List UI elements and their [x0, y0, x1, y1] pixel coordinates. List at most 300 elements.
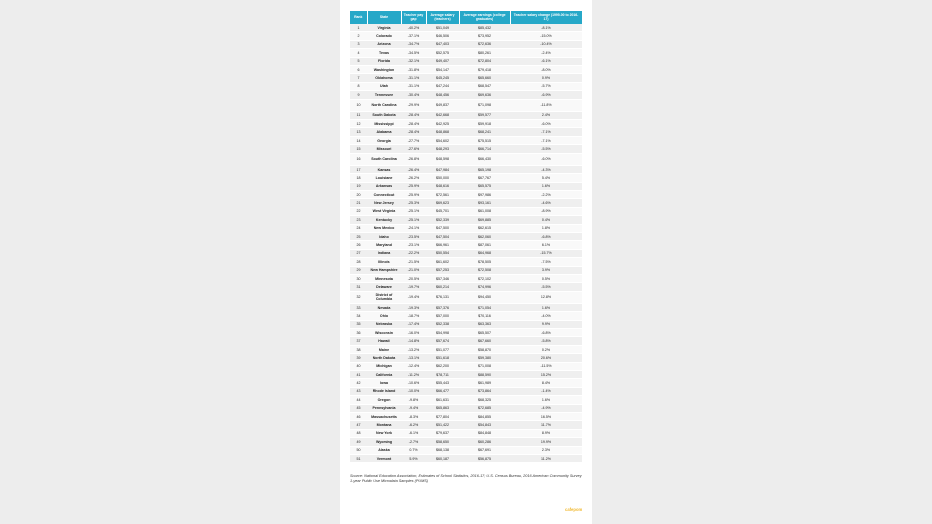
cell-state: South Carolina [367, 153, 401, 165]
cell-salary-change: -6.1% [510, 57, 582, 65]
cell-avg-earnings: $85,432 [459, 24, 510, 32]
cell-avg-salary: $51,422 [426, 421, 459, 429]
table-row [350, 224, 582, 232]
cell-pay-gap: -26.8% [401, 153, 426, 165]
cell-rank: 34 [350, 312, 367, 320]
cell-state: Nevada [367, 303, 401, 311]
cell-salary-change: -6.9% [510, 91, 582, 99]
cell-avg-salary: $65,863 [426, 404, 459, 412]
table-row [350, 74, 582, 82]
cell-rank: 20 [350, 191, 367, 199]
table-row [350, 387, 582, 395]
cell-avg-salary: $60,214 [426, 283, 459, 291]
cell-avg-earnings: $71,054 [459, 303, 510, 311]
table-row [350, 136, 582, 144]
cell-pay-gap: -23.1% [401, 241, 426, 249]
cell-salary-change: 5.4% [510, 174, 582, 182]
cell-rank: 24 [350, 224, 367, 232]
cell-rank: 51 [350, 454, 367, 462]
cell-rank: 8 [350, 82, 367, 90]
cell-avg-earnings: $54,843 [459, 421, 510, 429]
cell-pay-gap: -16.0% [401, 329, 426, 337]
cell-salary-change: -6.0% [510, 153, 582, 165]
table-row [350, 174, 582, 182]
cell-avg-earnings: $75,515 [459, 136, 510, 144]
cell-rank: 11 [350, 111, 367, 119]
cell-pay-gap: -13.1% [401, 354, 426, 362]
cell-avg-salary: $69,623 [426, 199, 459, 207]
table-row [350, 345, 582, 353]
table-row [350, 329, 582, 337]
cell-rank: 50 [350, 446, 367, 454]
cell-salary-change: 15.2% [510, 371, 582, 379]
header-rank: Rank [350, 11, 367, 24]
cell-rank: 23 [350, 216, 367, 224]
cell-avg-earnings: $59,918 [459, 120, 510, 128]
cell-avg-earnings: $65,660 [459, 74, 510, 82]
cell-avg-earnings: $59,577 [459, 111, 510, 119]
cell-rank: 38 [350, 345, 367, 353]
header-pay-gap: Teacher pay gap [401, 11, 426, 24]
cell-pay-gap: -31.1% [401, 82, 426, 90]
cell-rank: 45 [350, 404, 367, 412]
cell-avg-salary: $57,376 [426, 303, 459, 311]
cell-avg-earnings: $61,989 [459, 379, 510, 387]
cell-avg-earnings: $72,685 [459, 404, 510, 412]
cell-rank: 12 [350, 120, 367, 128]
cell-avg-earnings: $66,430 [459, 153, 510, 165]
cell-salary-change: 12.8% [510, 291, 582, 303]
cell-rank: 49 [350, 438, 367, 446]
cell-salary-change: 11.7% [510, 421, 582, 429]
cell-rank: 17 [350, 165, 367, 173]
cell-state: Montana [367, 421, 401, 429]
cell-salary-change: -6.0% [510, 120, 582, 128]
cell-avg-salary: $62,200 [426, 362, 459, 370]
cell-salary-change: -15.7% [510, 249, 582, 257]
table-row [350, 291, 582, 303]
cell-avg-earnings: $59,380 [459, 354, 510, 362]
cell-avg-salary: $57,674 [426, 337, 459, 345]
cell-avg-salary: $76,131 [426, 291, 459, 303]
table-row [350, 320, 582, 328]
cell-pay-gap: -28.4% [401, 120, 426, 128]
table-row [350, 99, 582, 111]
cell-pay-gap: -25.9% [401, 182, 426, 190]
cell-rank: 35 [350, 320, 367, 328]
cell-avg-salary: $54,147 [426, 65, 459, 73]
cell-state: Iowa [367, 379, 401, 387]
cell-avg-earnings: $74,996 [459, 283, 510, 291]
table-row [350, 40, 582, 48]
cell-avg-earnings: $84,855 [459, 412, 510, 420]
table-row [350, 153, 582, 165]
cell-rank: 41 [350, 371, 367, 379]
cell-avg-salary: $79,637 [426, 429, 459, 437]
table-row [350, 446, 582, 454]
header-avg-earnings: Average earnings (college graduates) [459, 11, 510, 24]
cell-rank: 28 [350, 258, 367, 266]
cell-state: Massachusetts [367, 412, 401, 420]
cell-avg-salary: $48,598 [426, 153, 459, 165]
article-page [340, 0, 592, 524]
table-row [350, 182, 582, 190]
cell-avg-earnings: $60,286 [459, 438, 510, 446]
cell-avg-earnings: $63,363 [459, 320, 510, 328]
cell-salary-change: -15.0% [510, 32, 582, 40]
cell-salary-change: -4.9% [510, 404, 582, 412]
cell-avg-earnings: $65,575 [459, 182, 510, 190]
table-row [350, 362, 582, 370]
cell-pay-gap: -19.7% [401, 283, 426, 291]
cell-rank: 40 [350, 362, 367, 370]
cell-avg-salary: $54,998 [426, 329, 459, 337]
cell-salary-change: 2.4% [510, 111, 582, 119]
cell-avg-earnings: $93,161 [459, 199, 510, 207]
cell-avg-earnings: $67,660 [459, 337, 510, 345]
cell-rank: 9 [350, 91, 367, 99]
cell-avg-salary: $66,477 [426, 387, 459, 395]
cell-rank: 48 [350, 429, 367, 437]
cell-rank: 33 [350, 303, 367, 311]
cell-pay-gap: -10.0% [401, 387, 426, 395]
cell-pay-gap: -26.4% [401, 165, 426, 173]
cell-state: Maine [367, 345, 401, 353]
cell-avg-earnings: $72,636 [459, 40, 510, 48]
cell-salary-change: 1.8% [510, 224, 582, 232]
table-row [350, 371, 582, 379]
cell-avg-salary: $49,837 [426, 99, 459, 111]
cell-avg-earnings: $71,098 [459, 99, 510, 111]
cell-avg-earnings: $84,848 [459, 429, 510, 437]
cell-salary-change: 8.4% [510, 379, 582, 387]
cell-state: Wyoming [367, 438, 401, 446]
cell-rank: 32 [350, 291, 367, 303]
cell-avg-earnings: $65,198 [459, 165, 510, 173]
cell-state: New Mexico [367, 224, 401, 232]
cell-avg-earnings: $73,864 [459, 387, 510, 395]
cell-state: Kentucky [367, 216, 401, 224]
cell-avg-earnings: $72,804 [459, 57, 510, 65]
cell-avg-earnings: $62,615 [459, 224, 510, 232]
cell-pay-gap: -21.0% [401, 266, 426, 274]
cell-salary-change: 0.4% [510, 216, 582, 224]
table-row [350, 404, 582, 412]
cell-avg-salary: $47,403 [426, 40, 459, 48]
cell-salary-change: -5.8% [510, 337, 582, 345]
cell-pay-gap: -25.1% [401, 216, 426, 224]
cell-rank: 18 [350, 174, 367, 182]
cell-avg-earnings: $69,636 [459, 91, 510, 99]
table-row [350, 412, 582, 420]
cell-rank: 10 [350, 99, 367, 111]
cell-avg-earnings: $97,986 [459, 191, 510, 199]
cell-salary-change: -4.6% [510, 199, 582, 207]
cell-rank: 13 [350, 128, 367, 136]
cell-state: Indiana [367, 249, 401, 257]
cell-salary-change: 3.9% [510, 266, 582, 274]
cell-avg-earnings: $79,418 [459, 65, 510, 73]
table-row [350, 207, 582, 215]
cell-avg-salary: $48,616 [426, 182, 459, 190]
cell-avg-salary: $45,245 [426, 74, 459, 82]
cell-rank: 19 [350, 182, 367, 190]
table-row [350, 266, 582, 274]
cell-state: Texas [367, 49, 401, 57]
cell-avg-earnings: $68,325 [459, 396, 510, 404]
cell-salary-change: -11.8% [510, 99, 582, 111]
cell-avg-earnings: $70,116 [459, 312, 510, 320]
cell-rank: 31 [350, 283, 367, 291]
cell-state: Idaho [367, 232, 401, 240]
cell-state: Alaska [367, 446, 401, 454]
table-row [350, 421, 582, 429]
cell-pay-gap: 5.9% [401, 454, 426, 462]
cell-avg-earnings: $73,952 [459, 32, 510, 40]
cell-avg-salary: $68,138 [426, 446, 459, 454]
table-row [350, 216, 582, 224]
cell-pay-gap: -25.1% [401, 207, 426, 215]
cell-avg-salary: $52,338 [426, 320, 459, 328]
cell-state: South Dakota [367, 111, 401, 119]
cell-rank: 27 [350, 249, 367, 257]
cell-avg-earnings: $69,885 [459, 216, 510, 224]
table-row [350, 145, 582, 153]
cell-state: Tennessee [367, 91, 401, 99]
cell-pay-gap: -6.1% [401, 429, 426, 437]
cell-avg-salary: $48,868 [426, 128, 459, 136]
cell-avg-salary: $57,253 [426, 266, 459, 274]
cell-pay-gap: -9.8% [401, 396, 426, 404]
cell-rank: 6 [350, 65, 367, 73]
cell-pay-gap: -31.8% [401, 65, 426, 73]
cell-rank: 2 [350, 32, 367, 40]
cell-state: New Hampshire [367, 266, 401, 274]
cell-avg-salary: $61,631 [426, 396, 459, 404]
cell-avg-earnings: $80,261 [459, 49, 510, 57]
table-row [350, 429, 582, 437]
cell-avg-salary: $78,711 [426, 371, 459, 379]
cell-salary-change: -6.8% [510, 232, 582, 240]
cell-avg-salary: $47,244 [426, 82, 459, 90]
cell-avg-salary: $61,602 [426, 258, 459, 266]
cell-salary-change: -7.5% [510, 258, 582, 266]
table-row [350, 165, 582, 173]
table-row [350, 396, 582, 404]
cell-state: Washington [367, 65, 401, 73]
cell-pay-gap: -25.3% [401, 199, 426, 207]
cell-avg-earnings: $72,102 [459, 274, 510, 282]
cell-salary-change: -7.1% [510, 136, 582, 144]
table-row [350, 379, 582, 387]
cell-pay-gap: -24.1% [401, 224, 426, 232]
cell-state: District of Columbia [367, 291, 401, 303]
cell-salary-change: 0.2% [510, 345, 582, 353]
cell-state: Vermont [367, 454, 401, 462]
table-row [350, 111, 582, 119]
table-row [350, 438, 582, 446]
cell-avg-earnings: $68,547 [459, 82, 510, 90]
cell-rank: 42 [350, 379, 367, 387]
cell-state: Michigan [367, 362, 401, 370]
cell-rank: 7 [350, 74, 367, 82]
cell-salary-change: 0.5% [510, 274, 582, 282]
cell-avg-salary: $51,049 [426, 24, 459, 32]
cell-avg-earnings: $61,008 [459, 207, 510, 215]
cell-pay-gap: -26.2% [401, 174, 426, 182]
cell-pay-gap: -6.2% [401, 421, 426, 429]
cell-salary-change: 1.6% [510, 182, 582, 190]
table-row [350, 232, 582, 240]
cell-avg-earnings: $58,870 [459, 345, 510, 353]
cell-salary-change: -8.1% [510, 24, 582, 32]
cell-avg-salary: $51,618 [426, 354, 459, 362]
cell-pay-gap: -31.1% [401, 74, 426, 82]
table-row [350, 241, 582, 249]
cell-avg-salary: $52,339 [426, 216, 459, 224]
cell-state: Oklahoma [367, 74, 401, 82]
cell-rank: 44 [350, 396, 367, 404]
cell-avg-salary: $60,187 [426, 454, 459, 462]
cell-pay-gap: -18.7% [401, 312, 426, 320]
cell-pay-gap: -13.2% [401, 345, 426, 353]
cell-state: North Dakota [367, 354, 401, 362]
cell-pay-gap: -17.4% [401, 320, 426, 328]
table-row [350, 24, 582, 32]
cell-state: Delaware [367, 283, 401, 291]
cell-pay-gap: 0.7% [401, 446, 426, 454]
cell-avg-salary: $45,701 [426, 207, 459, 215]
teacher-pay-gap-table [350, 11, 583, 463]
cell-rank: 5 [350, 57, 367, 65]
cell-state: Utah [367, 82, 401, 90]
cell-rank: 15 [350, 145, 367, 153]
cell-state: Rhode Island [367, 387, 401, 395]
cell-pay-gap: -34.7% [401, 40, 426, 48]
cell-state: Arizona [367, 40, 401, 48]
cell-state: Connecticut [367, 191, 401, 199]
cell-avg-earnings: $71,008 [459, 362, 510, 370]
cell-state: Colorado [367, 32, 401, 40]
table-row [350, 249, 582, 257]
cell-salary-change: -5.5% [510, 145, 582, 153]
cell-pay-gap: -29.9% [401, 99, 426, 111]
cell-avg-salary: $77,804 [426, 412, 459, 420]
cell-rank: 39 [350, 354, 367, 362]
cell-pay-gap: -34.5% [401, 49, 426, 57]
table-row [350, 91, 582, 99]
cell-pay-gap: -30.4% [401, 91, 426, 99]
table-row [350, 32, 582, 40]
header-salary-change: Teacher salary change (1999-00 to 2016-17) [510, 11, 582, 24]
table-row [350, 120, 582, 128]
cell-avg-salary: $48,456 [426, 91, 459, 99]
table-row [350, 49, 582, 57]
cell-salary-change: -6.8% [510, 329, 582, 337]
cell-state: Missouri [367, 145, 401, 153]
cell-pay-gap: -37.1% [401, 32, 426, 40]
cell-rank: 3 [350, 40, 367, 48]
cell-avg-salary: $47,984 [426, 165, 459, 173]
table-header-row [350, 11, 582, 24]
table-row [350, 191, 582, 199]
cell-avg-salary: $58,650 [426, 438, 459, 446]
cell-pay-gap: -28.4% [401, 128, 426, 136]
cell-state: Georgia [367, 136, 401, 144]
cell-avg-salary: $57,000 [426, 312, 459, 320]
cell-rank: 29 [350, 266, 367, 274]
table-row [350, 199, 582, 207]
cell-pay-gap: -14.8% [401, 337, 426, 345]
cell-rank: 4 [350, 49, 367, 57]
cell-salary-change: 1.6% [510, 396, 582, 404]
cell-state: Mississippi [367, 120, 401, 128]
cell-salary-change: -8.0% [510, 65, 582, 73]
cell-salary-change: 0.9% [510, 74, 582, 82]
cell-avg-earnings: $68,241 [459, 128, 510, 136]
cell-avg-salary: $47,500 [426, 224, 459, 232]
cell-state: Florida [367, 57, 401, 65]
cell-rank: 36 [350, 329, 367, 337]
cell-salary-change: 19.9% [510, 438, 582, 446]
cell-state: Ohio [367, 312, 401, 320]
header-avg-salary: Average salary (teachers) [426, 11, 459, 24]
cell-salary-change: -7.1% [510, 128, 582, 136]
header-state: State [367, 11, 401, 24]
cell-rank: 47 [350, 421, 367, 429]
table-row [350, 454, 582, 462]
cell-pay-gap: -23.5% [401, 232, 426, 240]
cell-state: New Jersey [367, 199, 401, 207]
source-note: Source: National Education Association, Estimates of School Statistics, 2016-17; U.S. Census Bureau, 2016 American Community Survey 1-year Public Use Microdata Samples (PUMS) [350, 474, 582, 484]
cell-avg-earnings: $66,714 [459, 145, 510, 153]
cell-state: Wisconsin [367, 329, 401, 337]
cell-avg-salary: $51,077 [426, 345, 459, 353]
cell-pay-gap: -8.3% [401, 412, 426, 420]
table-row [350, 283, 582, 291]
cell-avg-earnings: $72,508 [459, 266, 510, 274]
cell-avg-earnings: $62,060 [459, 232, 510, 240]
cell-avg-earnings: $78,505 [459, 258, 510, 266]
cell-avg-salary: $48,293 [426, 145, 459, 153]
cell-avg-salary: $57,346 [426, 274, 459, 282]
cell-salary-change: -4.3% [510, 165, 582, 173]
cell-salary-change: 1.6% [510, 303, 582, 311]
cell-avg-earnings: $67,691 [459, 446, 510, 454]
table-row [350, 337, 582, 345]
table-row [350, 258, 582, 266]
table-row [350, 312, 582, 320]
cell-pay-gap: -20.5% [401, 274, 426, 282]
cell-pay-gap: -2.7% [401, 438, 426, 446]
cell-rank: 30 [350, 274, 367, 282]
cell-salary-change: -2.4% [510, 49, 582, 57]
cell-pay-gap: -11.2% [401, 371, 426, 379]
table-row [350, 65, 582, 73]
cell-pay-gap: -21.5% [401, 258, 426, 266]
cell-salary-change: 11.2% [510, 454, 582, 462]
cell-salary-change: 9.9% [510, 320, 582, 328]
cell-rank: 46 [350, 412, 367, 420]
table-row [350, 128, 582, 136]
table-row [350, 274, 582, 282]
cell-state: Arkansas [367, 182, 401, 190]
cell-avg-salary: $50,000 [426, 174, 459, 182]
cell-rank: 21 [350, 199, 367, 207]
cell-state: New York [367, 429, 401, 437]
cell-salary-change: -8.9% [510, 207, 582, 215]
brand-logo: cafepom [565, 507, 583, 512]
